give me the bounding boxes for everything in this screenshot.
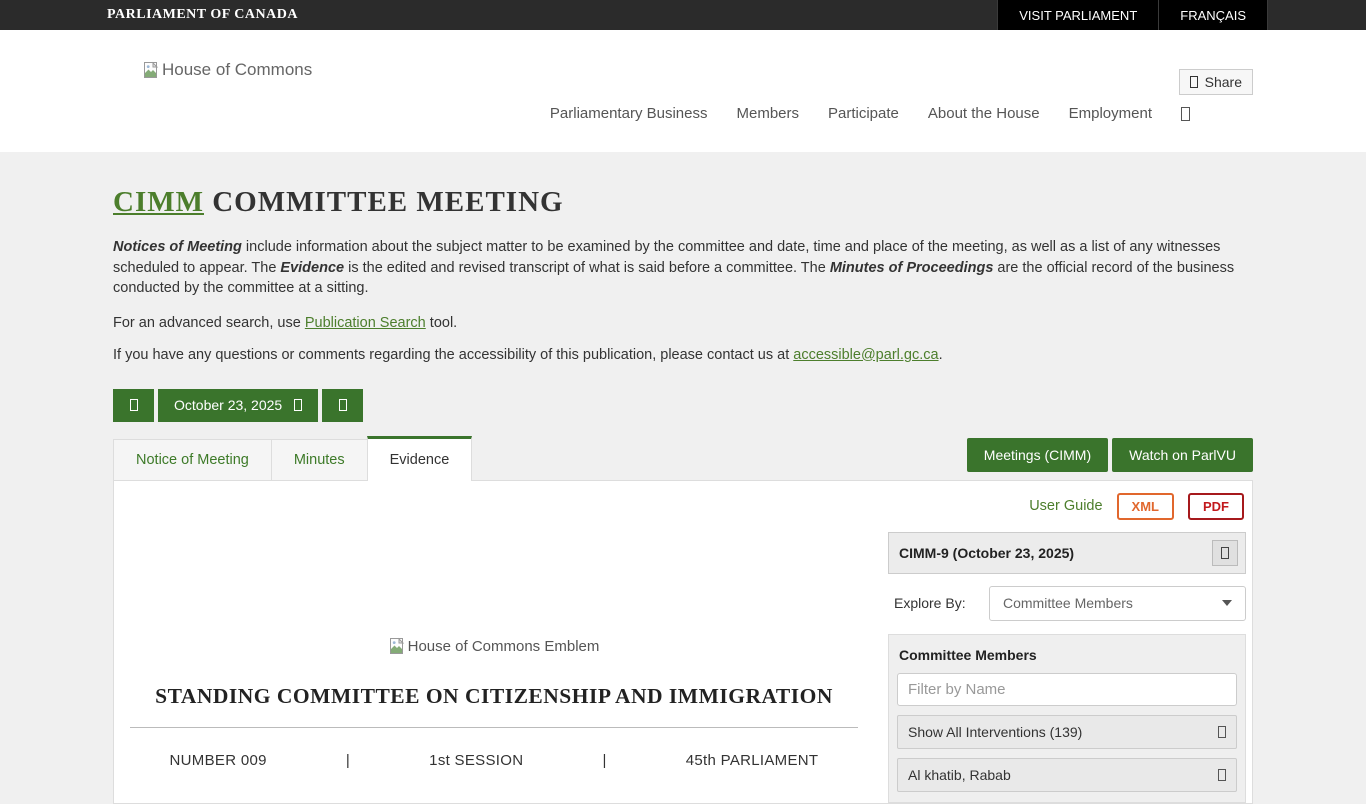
main-navigation bbox=[550, 105, 1190, 122]
member-item-al-khatib[interactable] bbox=[897, 758, 1237, 792]
chevron-down-icon bbox=[1222, 600, 1232, 606]
search-icon[interactable] bbox=[1181, 107, 1190, 121]
filter-by-name-input[interactable] bbox=[897, 673, 1237, 706]
page-body bbox=[0, 152, 1366, 804]
expand-icon bbox=[1218, 769, 1226, 781]
meeting-date-label: October 23, 2025 bbox=[174, 397, 283, 414]
title-divider bbox=[130, 727, 858, 728]
tab-row bbox=[113, 436, 1253, 480]
meetings-cimm-button[interactable]: Meetings (CIMM) bbox=[967, 438, 1108, 472]
language-toggle-francais[interactable]: FRANÇAIS bbox=[1158, 0, 1268, 30]
visit-parliament-link[interactable]: VISIT PARLIAMENT bbox=[997, 0, 1158, 30]
pdf-download-button[interactable]: PDF bbox=[1188, 493, 1244, 520]
committee-members-heading: Committee Members bbox=[899, 646, 1037, 663]
explore-by-row bbox=[888, 586, 1246, 621]
publication-search-link[interactable]: Publication Search bbox=[304, 314, 426, 331]
expand-icon bbox=[1218, 726, 1226, 738]
explore-by-value: Committee Members bbox=[1003, 595, 1133, 612]
meeting-number: NUMBER 009 bbox=[169, 751, 267, 769]
committee-title: STANDING COMMITTEE ON CITIZENSHIP AND IMMIGRATION bbox=[155, 683, 833, 708]
previous-meeting-button[interactable] bbox=[113, 389, 154, 422]
cimm-committee-link[interactable]: CIMM bbox=[113, 186, 204, 218]
parliament-number: 45th PARLIAMENT bbox=[685, 751, 819, 769]
watch-on-parlvu-button[interactable]: Watch on ParlVU bbox=[1112, 438, 1253, 472]
logo-alt-text: House of Commons bbox=[162, 60, 313, 79]
search-line-post: tool. bbox=[425, 314, 458, 331]
next-arrow-icon bbox=[339, 399, 347, 411]
user-guide-link[interactable]: User Guide bbox=[1029, 498, 1103, 515]
share-icon bbox=[1190, 76, 1198, 88]
collapse-icon bbox=[1221, 547, 1229, 559]
explore-by-label: Explore By: bbox=[894, 595, 966, 612]
list-item-label: Al khatib, Rabab bbox=[908, 766, 1011, 783]
page-title-rest: COMMITTEE MEETING bbox=[212, 186, 564, 218]
tab-evidence[interactable]: Evidence bbox=[367, 436, 473, 481]
house-of-commons-logo[interactable] bbox=[143, 60, 312, 80]
share-label: Share bbox=[1204, 74, 1242, 90]
advanced-search-line bbox=[113, 315, 1253, 331]
sidebar-header bbox=[888, 532, 1246, 574]
xml-download-button[interactable]: XML bbox=[1117, 493, 1174, 520]
nav-members[interactable]: Members bbox=[736, 105, 799, 122]
transcript-document bbox=[114, 528, 874, 803]
evidence-panel bbox=[113, 480, 1253, 804]
accessibility-line-pre: If you have any questions or comments regarding the accessibility of this publication, please contact us at bbox=[113, 346, 794, 363]
top-utility-bar bbox=[0, 0, 1366, 30]
intro-paragraph bbox=[113, 237, 1253, 299]
accessibility-line bbox=[113, 347, 1253, 363]
tab-minutes[interactable]: Minutes bbox=[271, 439, 368, 480]
meta-separator: | bbox=[602, 751, 607, 769]
intro-notices-term: Notices of Meeting bbox=[113, 239, 242, 255]
nav-parliamentary-business[interactable]: Parliamentary Business bbox=[549, 105, 708, 122]
sidebar-collapse-button[interactable] bbox=[1212, 540, 1238, 566]
intro-text-1: include information about the subject matter to be examined by the committee and date, time and place of the meeting, as well as a list of any witnesses scheduled to appear. The bbox=[113, 239, 1221, 276]
top-bar-links bbox=[997, 0, 1268, 30]
accessibility-email-link[interactable]: accessible@parl.gc.ca bbox=[793, 346, 939, 363]
meeting-sidebar bbox=[888, 528, 1246, 803]
meeting-date-picker[interactable] bbox=[158, 389, 318, 422]
panel-body bbox=[114, 528, 1252, 803]
session-number: 1st SESSION bbox=[429, 751, 524, 769]
nav-about-the-house[interactable]: About the House bbox=[927, 105, 1040, 122]
share-button[interactable] bbox=[1179, 69, 1253, 95]
tab-notice-of-meeting[interactable]: Notice of Meeting bbox=[113, 439, 272, 480]
tab-actions bbox=[967, 438, 1253, 480]
intro-text-3: are the official record of the business conducted by the committee at a sitting. bbox=[113, 259, 1235, 297]
house-of-commons-emblem bbox=[389, 638, 600, 655]
list-item-label: Show All Interventions (139) bbox=[908, 723, 1083, 740]
calendar-icon bbox=[294, 399, 302, 411]
show-all-interventions-item[interactable] bbox=[897, 715, 1237, 749]
broken-image-icon bbox=[143, 62, 160, 79]
page-title bbox=[113, 152, 1253, 219]
meta-separator: | bbox=[345, 751, 351, 769]
meeting-id-label: CIMM-9 (October 23, 2025) bbox=[899, 544, 1075, 561]
search-line-pre: For an advanced search, use bbox=[113, 314, 305, 331]
nav-participate[interactable]: Participate bbox=[828, 105, 899, 122]
committee-members-section bbox=[888, 634, 1246, 803]
broken-image-icon bbox=[389, 638, 406, 655]
intro-evidence-term: Evidence bbox=[280, 259, 345, 276]
intro-text-2: is the edited and revised transcript of what is said before a committee. The bbox=[344, 259, 830, 276]
emblem-alt-text: House of Commons Emblem bbox=[407, 637, 600, 655]
site-header bbox=[0, 30, 1366, 152]
meeting-meta-row bbox=[130, 752, 858, 769]
next-meeting-button[interactable] bbox=[322, 389, 363, 422]
accessibility-line-post: . bbox=[938, 346, 943, 363]
date-navigation bbox=[113, 389, 1253, 422]
intro-minutes-term: Minutes of Proceedings bbox=[829, 259, 994, 276]
parliament-of-canada-brand[interactable]: PARLIAMENT OF CANADA bbox=[107, 7, 298, 22]
document-toolbar bbox=[114, 491, 1252, 528]
nav-employment[interactable]: Employment bbox=[1068, 105, 1152, 122]
previous-arrow-icon bbox=[130, 399, 138, 411]
explore-by-dropdown[interactable] bbox=[989, 586, 1246, 621]
